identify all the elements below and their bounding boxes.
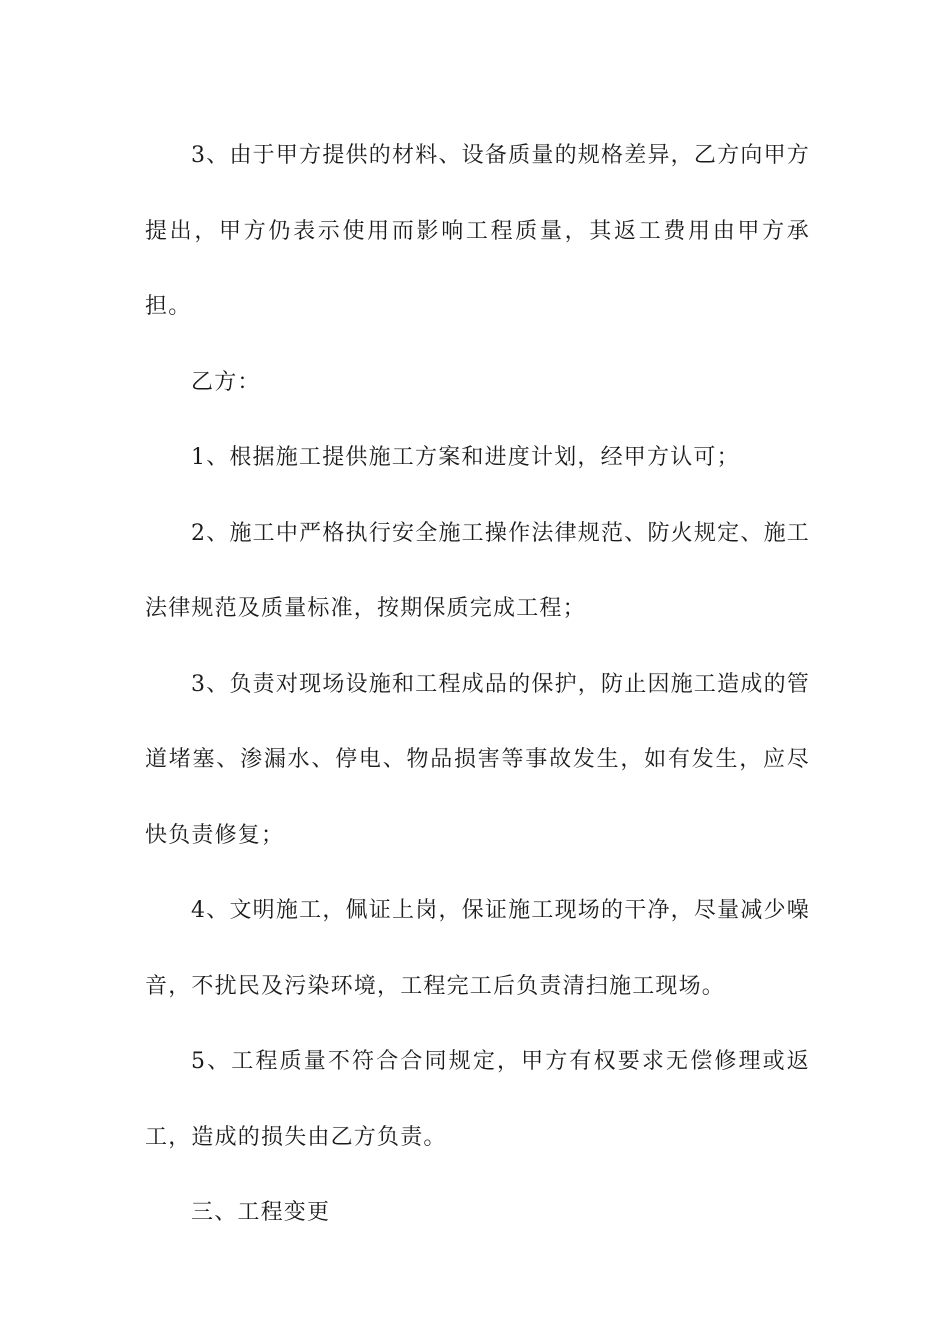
paragraph-party-a-item-3: 3、由于甲方提供的材料、设备质量的规格差异，乙方向甲方提出，甲方仍表示使用而影响工程质量，其返工费用由甲方承担。 [145, 143, 810, 319]
paragraph-party-b-item-4: 4、文明施工，佩证上岗，保证施工现场的干净，尽量减少噪音，不扰民及污染环境，工程完工后负责清扫施工现场。 [145, 898, 810, 999]
document-body [145, 118, 810, 1251]
paragraph-party-b-item-2: 2、施工中严格执行安全施工操作法律规范、防火规定、施工法律规范及质量标准，按期保质完成工程； [145, 520, 810, 621]
paragraph-party-b-item-3: 3、负责对现场设施和工程成品的保护，防止因施工造成的管道堵塞、渗漏水、停电、物品损害等事故发生，如有发生，应尽快负责修复； [145, 671, 810, 848]
paragraph-party-b-heading: 乙方： [191, 369, 261, 395]
section-heading-engineering-change: 三、工程变更 [191, 1200, 331, 1225]
paragraph-party-b-item-1: 1、根据施工提供施工方案和进度计划，经甲方认可； [191, 445, 740, 470]
paragraph-party-b-item-5: 5、工程质量不符合合同规定，甲方有权要求无偿修理或返工，造成的损失由乙方负责。 [145, 1049, 810, 1150]
